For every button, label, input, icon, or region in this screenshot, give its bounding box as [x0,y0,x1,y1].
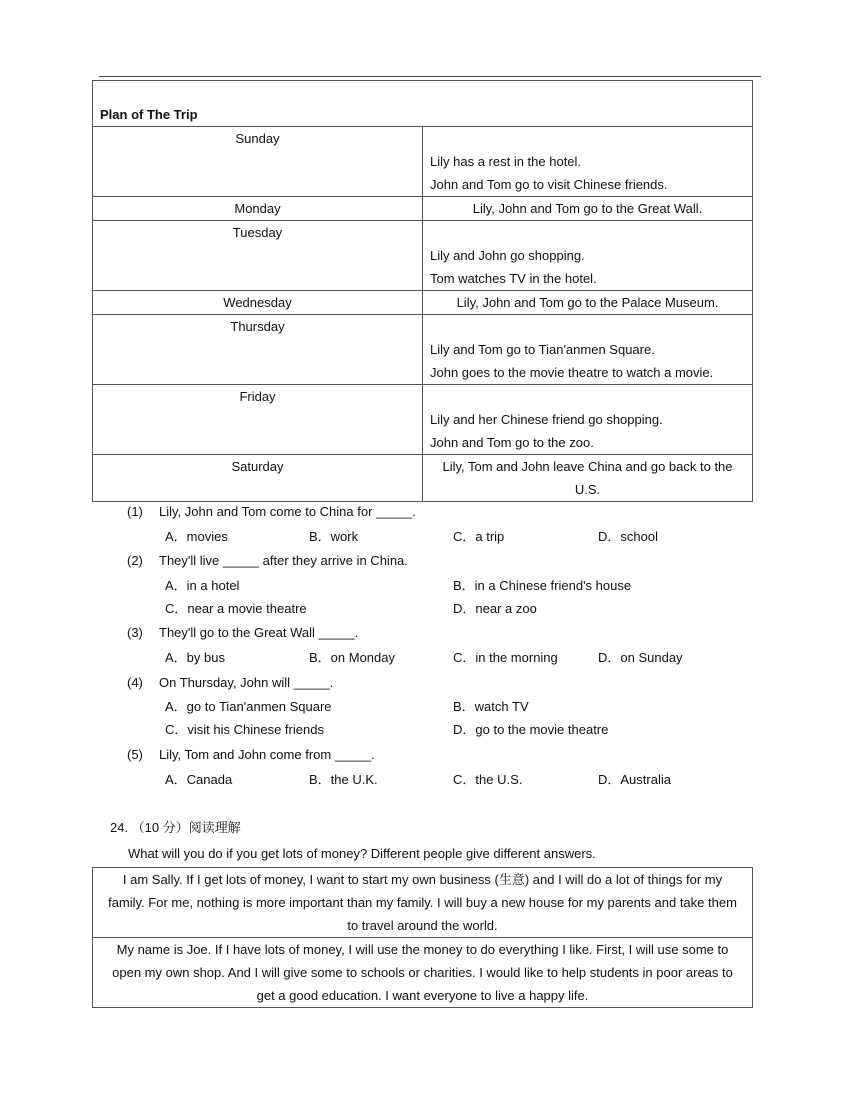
activity-line: John and Tom go to the zoo. [430,435,594,450]
activity-line: Lily and her Chinese friend go shopping. [430,412,663,427]
question-3 [127,623,358,643]
activity-line: Lily and Tom go to Tian'anmen Square. [430,342,655,357]
activity-cell: Lily, John and Tom go to the Great Wall. [423,197,753,221]
option-b: B．work [309,529,359,544]
activity-cell [423,221,753,291]
table-row [93,385,753,455]
question-number: (4) [127,675,143,690]
activity-cell [423,385,753,455]
table-row [93,197,753,221]
question-number: (5) [127,747,143,762]
activity-line: Lily, Tom and John leave China and go back to the [442,459,733,474]
option-d: D．near a zoo [453,601,537,616]
option-c: C．in the morning [453,650,558,665]
option-c: C．a trip [453,529,505,544]
option-b: B．in a Chinese friend's house [453,578,632,593]
header-rule [99,76,761,77]
table-row [93,127,753,197]
activity-line: Lily and John go shopping. [430,248,585,263]
option-b: B．on Monday [309,650,395,665]
question-text: On Thursday, John will _____. [159,675,334,690]
activity-cell: Lily, John and Tom go to the Palace Museum. [423,291,753,315]
activity-line: John goes to the movie theatre to watch a movie. [430,365,714,380]
activity-line: U.S. [574,482,601,497]
table-row [93,938,753,1008]
option-d: D．on Sunday [598,650,683,665]
option-d: D．school [598,529,658,544]
table-row [93,315,753,385]
day-cell: Friday [93,385,423,455]
passages-table [92,867,753,1008]
day-cell: Monday [93,197,423,221]
option-a: A．by bus [165,650,225,665]
activity-line: Tom watches TV in the hotel. [430,271,597,286]
question-4 [127,673,333,693]
option-c: C．the U.S. [453,772,523,787]
question-text: They'll go to the Great Wall _____. [159,625,359,640]
option-d: D．Australia [598,772,671,787]
option-c: C．near a movie theatre [165,601,307,616]
option-a: A．movies [165,529,228,544]
option-b: B．the U.K. [309,772,378,787]
option-a: A．go to Tian'anmen Square [165,699,332,714]
day-cell: Saturday [93,455,423,502]
option-c: C．visit his Chinese friends [165,722,324,737]
table-row [93,291,753,315]
activity-line: John and Tom go to visit Chinese friends. [430,177,668,192]
passage-joe: My name is Joe. If I have lots of money, I will use the money to do everything I like. First, I will use some to open my own shop. And I will give some to schools or charities. I would like to help students in poor areas to get a good education. I want everyone to live a happy life. [93,938,753,1008]
question-text: Lily, Tom and John come from _____. [159,747,375,762]
option-a: A．Canada [165,772,233,787]
activity-line: Lily has a rest in the hotel. [430,154,582,169]
table-row [93,868,753,938]
option-b: B．watch TV [453,699,529,714]
table-title: Plan of The Trip [93,81,753,127]
option-a: A．in a hotel [165,578,240,593]
day-cell: Thursday [93,315,423,385]
question-text: They'll live _____ after they arrive in China. [159,553,408,568]
question-text: Lily, John and Tom come to China for _____. [159,504,416,519]
day-cell: Sunday [93,127,423,197]
table-row [93,221,753,291]
section-heading: 24. （10 分）阅读理解 [110,820,241,835]
question-number: (2) [127,553,143,568]
table-row [93,455,753,502]
day-cell: Tuesday [93,221,423,291]
activity-cell [423,455,753,502]
trip-plan-table [92,80,753,502]
day-cell: Wednesday [93,291,423,315]
activity-cell [423,315,753,385]
question-1 [127,502,416,522]
activity-cell [423,127,753,197]
question-number: (1) [127,504,143,519]
option-d: D．go to the movie theatre [453,722,609,737]
question-2 [127,551,408,571]
passage-sally: I am Sally. If I get lots of money, I want to start my own business (生意) and I will do a lot of things for my family. For me, nothing is more important than my family. I will buy a new house for my parents and take them to travel around the world. [93,868,753,938]
question-5 [127,745,375,765]
question-number: (3) [127,625,143,640]
section-intro: What will you do if you get lots of money? Different people give different answers. [128,846,596,861]
